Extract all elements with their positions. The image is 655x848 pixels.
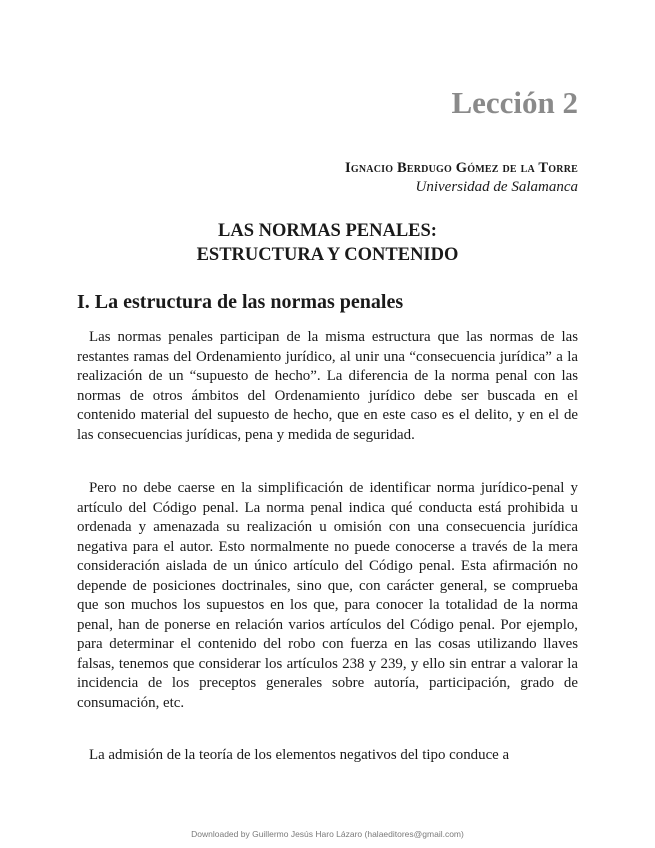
download-footer: Downloaded by Guillermo Jesús Haro Lázaro (halaeditores@gmail.com): [191, 829, 464, 839]
body-paragraph-2: Pero no debe caerse en la simplificación de identificar norma jurídico-penal y artículo del Código penal. La norma penal indica qué conducta está prohibida u ordenada y amenazada su realización u omisión con una consecuencia jurídica negativa para el autor. Esto normalmente no puede conocerse a través de la mera consideración aislada de un único artículo del Código penal. Esta afirmación no depende de posiciones doctrinales, sino que, con carácter general, se comprueba que son muchos los supuestos en los que, para conocer la totalidad de la norma penal, han de ponerse en relación varios artículos del Código penal. Por ejemplo, para determinar el contenido del robo con fuerza en las cosas utilizando llaves falsas, tenemos que considerar los artículos 238 y 239, y ello sin entrar a valorar la incidencia de los preceptos generales sobre autoría, participación, grado de consumación, etc.: [77, 480, 578, 711]
lesson-title: Lección 2: [451, 85, 578, 120]
chapter-title-line-1: LAS NORMAS PENALES:: [218, 221, 437, 241]
chapter-title: [77, 219, 578, 267]
chapter-title-line-2: ESTRUCTURA Y CONTENIDO: [196, 245, 459, 265]
body-paragraph-1: Las normas penales participan de la misma estructura que las normas de las restantes ramas del Ordenamiento jurídico, al unir una “consecuencia jurídica” a la realización de un “supuesto de hecho”. La diferencia de la norma penal con las normas de otros ámbitos del Ordenamiento jurídico debe ser buscada en el contenido material del supuesto de hecho, que en este caso es el delito, y en el de las consecuencias jurídicas, pena y medida de seguridad.: [77, 329, 578, 443]
section-heading: I. La estructura de las normas penales: [77, 291, 404, 313]
body-paragraph-3: La admisión de la teoría de los elementos negativos del tipo conduce a: [89, 747, 510, 763]
author-affiliation: Universidad de Salamanca: [415, 179, 578, 195]
author-name: Ignacio Berdugo Gómez de la Torre: [345, 160, 578, 176]
